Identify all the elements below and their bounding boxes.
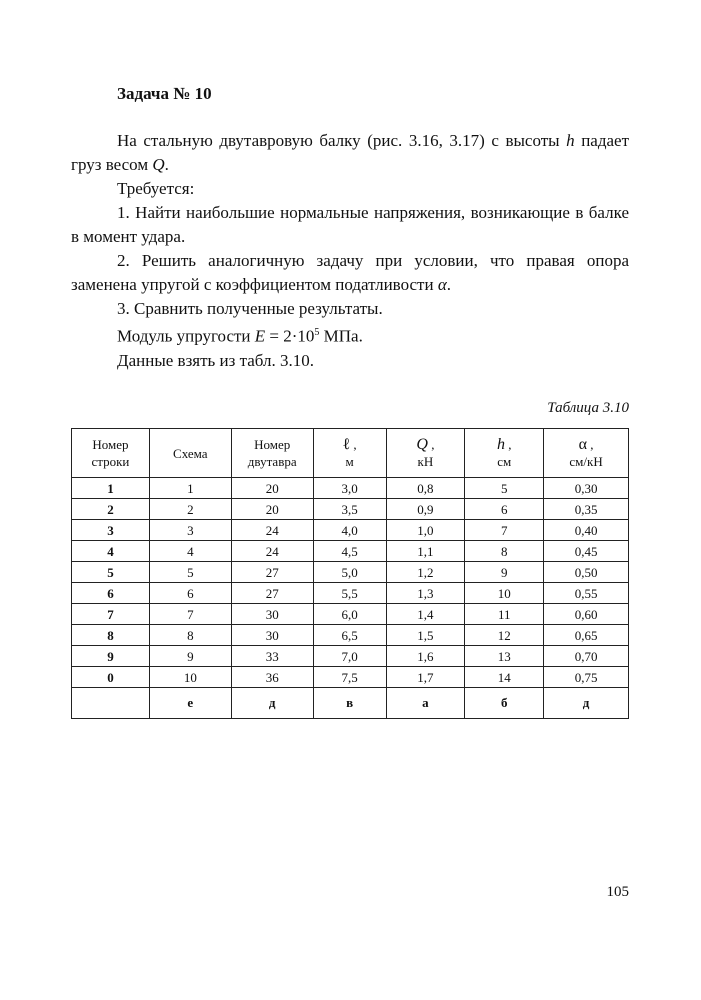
table-cell: 7 xyxy=(465,520,544,541)
table-cell: 5,0 xyxy=(313,562,386,583)
var-h: h xyxy=(566,131,575,150)
table-cell: 1 xyxy=(149,478,231,499)
table-row xyxy=(72,499,629,520)
table-cell: 1,4 xyxy=(386,604,465,625)
table-cell: 20 xyxy=(231,499,313,520)
table-cell: 9 xyxy=(149,646,231,667)
table-cell: 1,7 xyxy=(386,667,465,688)
task-statement: На стальную двутавровую балку (рис. 3.16, 3.17) с высоты h падает груз весом Q. xyxy=(71,131,630,174)
table-footer-row xyxy=(72,688,629,719)
table-cell: 1,1 xyxy=(386,541,465,562)
task-item-1: 1. Найти наибольшие нормальные напряжения, возникающие в балке в момент удара. xyxy=(71,203,629,246)
task-item-3: 3. Сравнить полученные результаты. xyxy=(117,299,383,318)
table-caption: Таблица 3.10 xyxy=(547,400,629,416)
table-cell: 6 xyxy=(149,583,231,604)
table-cell: 0,35 xyxy=(544,499,629,520)
table-footer-cell: д xyxy=(231,688,313,719)
table-cell: 2 xyxy=(72,499,150,520)
table-cell: 5 xyxy=(72,562,150,583)
table-cell: 4,5 xyxy=(313,541,386,562)
header-length: ℓ , м xyxy=(313,429,386,478)
table-footer-cell: в xyxy=(313,688,386,719)
table-cell: 0,75 xyxy=(544,667,629,688)
table-cell: 24 xyxy=(231,520,313,541)
table-row xyxy=(72,583,629,604)
modulus-line: Модуль упругости $E = 2\cdot 10^5$ МПа. xyxy=(117,326,363,346)
data-note: Данные взять из табл. 3.10. xyxy=(117,350,315,370)
task-item-2: 2. Решить аналогичную задачу при условии, что правая опора заменена упругой с коэффициентом податливости α. xyxy=(71,251,629,294)
table-cell: 13 xyxy=(465,646,544,667)
table-cell: 36 xyxy=(231,667,313,688)
var-q: Q xyxy=(152,155,165,174)
table-cell: 8 xyxy=(465,541,544,562)
table-cell: 6,0 xyxy=(313,604,386,625)
table-footer-cell: б xyxy=(465,688,544,719)
table-cell: 0,65 xyxy=(544,625,629,646)
table-cell: 9 xyxy=(465,562,544,583)
table-cell: 11 xyxy=(465,604,544,625)
table-cell: 10 xyxy=(465,583,544,604)
table-cell: 0,70 xyxy=(544,646,629,667)
var-alpha: α xyxy=(437,275,447,294)
table-cell: 0,40 xyxy=(544,520,629,541)
table-cell: 3,5 xyxy=(313,499,386,520)
table-row xyxy=(72,520,629,541)
required-label: Требуется: xyxy=(117,179,195,198)
table-cell: 0,30 xyxy=(544,478,629,499)
table-footer-cell: д xyxy=(544,688,629,719)
table-cell: 3 xyxy=(72,520,150,541)
table-cell: 27 xyxy=(231,562,313,583)
table-row xyxy=(72,625,629,646)
header-compliance: α , см/кН xyxy=(544,429,629,478)
table-cell: 1,5 xyxy=(386,625,465,646)
table-cell: 4 xyxy=(72,541,150,562)
table-cell: 20 xyxy=(231,478,313,499)
table-cell: 6 xyxy=(465,499,544,520)
table-row xyxy=(72,562,629,583)
table-cell: 5 xyxy=(465,478,544,499)
table-cell: 7,0 xyxy=(313,646,386,667)
task-body xyxy=(71,129,629,373)
table-cell: 12 xyxy=(465,625,544,646)
table-cell: 3 xyxy=(149,520,231,541)
table-cell: 14 xyxy=(465,667,544,688)
table-cell: 8 xyxy=(72,625,150,646)
header-scheme: Схема xyxy=(149,429,231,478)
table-cell: 1 xyxy=(72,478,150,499)
table-cell: 30 xyxy=(231,604,313,625)
table-cell: 0,45 xyxy=(544,541,629,562)
table-cell: 0,55 xyxy=(544,583,629,604)
table-row xyxy=(72,667,629,688)
table-cell: 1,3 xyxy=(386,583,465,604)
table-row xyxy=(72,541,629,562)
table-footer-cell: а xyxy=(386,688,465,719)
table-cell: 3,0 xyxy=(313,478,386,499)
table-cell: 33 xyxy=(231,646,313,667)
table-footer-cell xyxy=(72,688,150,719)
header-height: h , см xyxy=(465,429,544,478)
table-row xyxy=(72,604,629,625)
table-cell: 10 xyxy=(149,667,231,688)
table-cell: 1,6 xyxy=(386,646,465,667)
table-cell: 4 xyxy=(149,541,231,562)
table-cell: 7 xyxy=(72,604,150,625)
table-cell: 5,5 xyxy=(313,583,386,604)
table-cell: 8 xyxy=(149,625,231,646)
table-footer-cell: е xyxy=(149,688,231,719)
table-cell: 5 xyxy=(149,562,231,583)
table-cell: 1,2 xyxy=(386,562,465,583)
var-e: E xyxy=(254,326,266,346)
table-cell: 0,9 xyxy=(386,499,465,520)
table-cell: 0,8 xyxy=(386,478,465,499)
table-cell: 6 xyxy=(72,583,150,604)
table-cell: 7 xyxy=(149,604,231,625)
header-load: Q , кН xyxy=(386,429,465,478)
table-row xyxy=(72,646,629,667)
table-body xyxy=(72,478,629,688)
table-cell: 6,5 xyxy=(313,625,386,646)
table-cell: 0,50 xyxy=(544,562,629,583)
statement-text: На стальную двутавровую балку (рис. 3.16, 3.17) с высоты xyxy=(117,131,560,150)
table-cell: 30 xyxy=(231,625,313,646)
table-cell: 24 xyxy=(231,541,313,562)
data-table xyxy=(71,428,629,719)
table-cell: 0 xyxy=(72,667,150,688)
table-cell: 9 xyxy=(72,646,150,667)
header-row-number: Номер строки xyxy=(72,429,150,478)
table-cell: 27 xyxy=(231,583,313,604)
task-title: Задача № 10 xyxy=(117,84,212,103)
header-ibeam-number: Номер двутавра xyxy=(231,429,313,478)
table-cell: 7,5 xyxy=(313,667,386,688)
page-number: 105 xyxy=(606,884,629,900)
table-cell: 4,0 xyxy=(313,520,386,541)
table-cell: 1,0 xyxy=(386,520,465,541)
table-cell: 2 xyxy=(149,499,231,520)
table-cell: 0,60 xyxy=(544,604,629,625)
table-header-row xyxy=(72,429,629,478)
table-row xyxy=(72,478,629,499)
statement-text-2: падает груз весом xyxy=(71,131,630,174)
